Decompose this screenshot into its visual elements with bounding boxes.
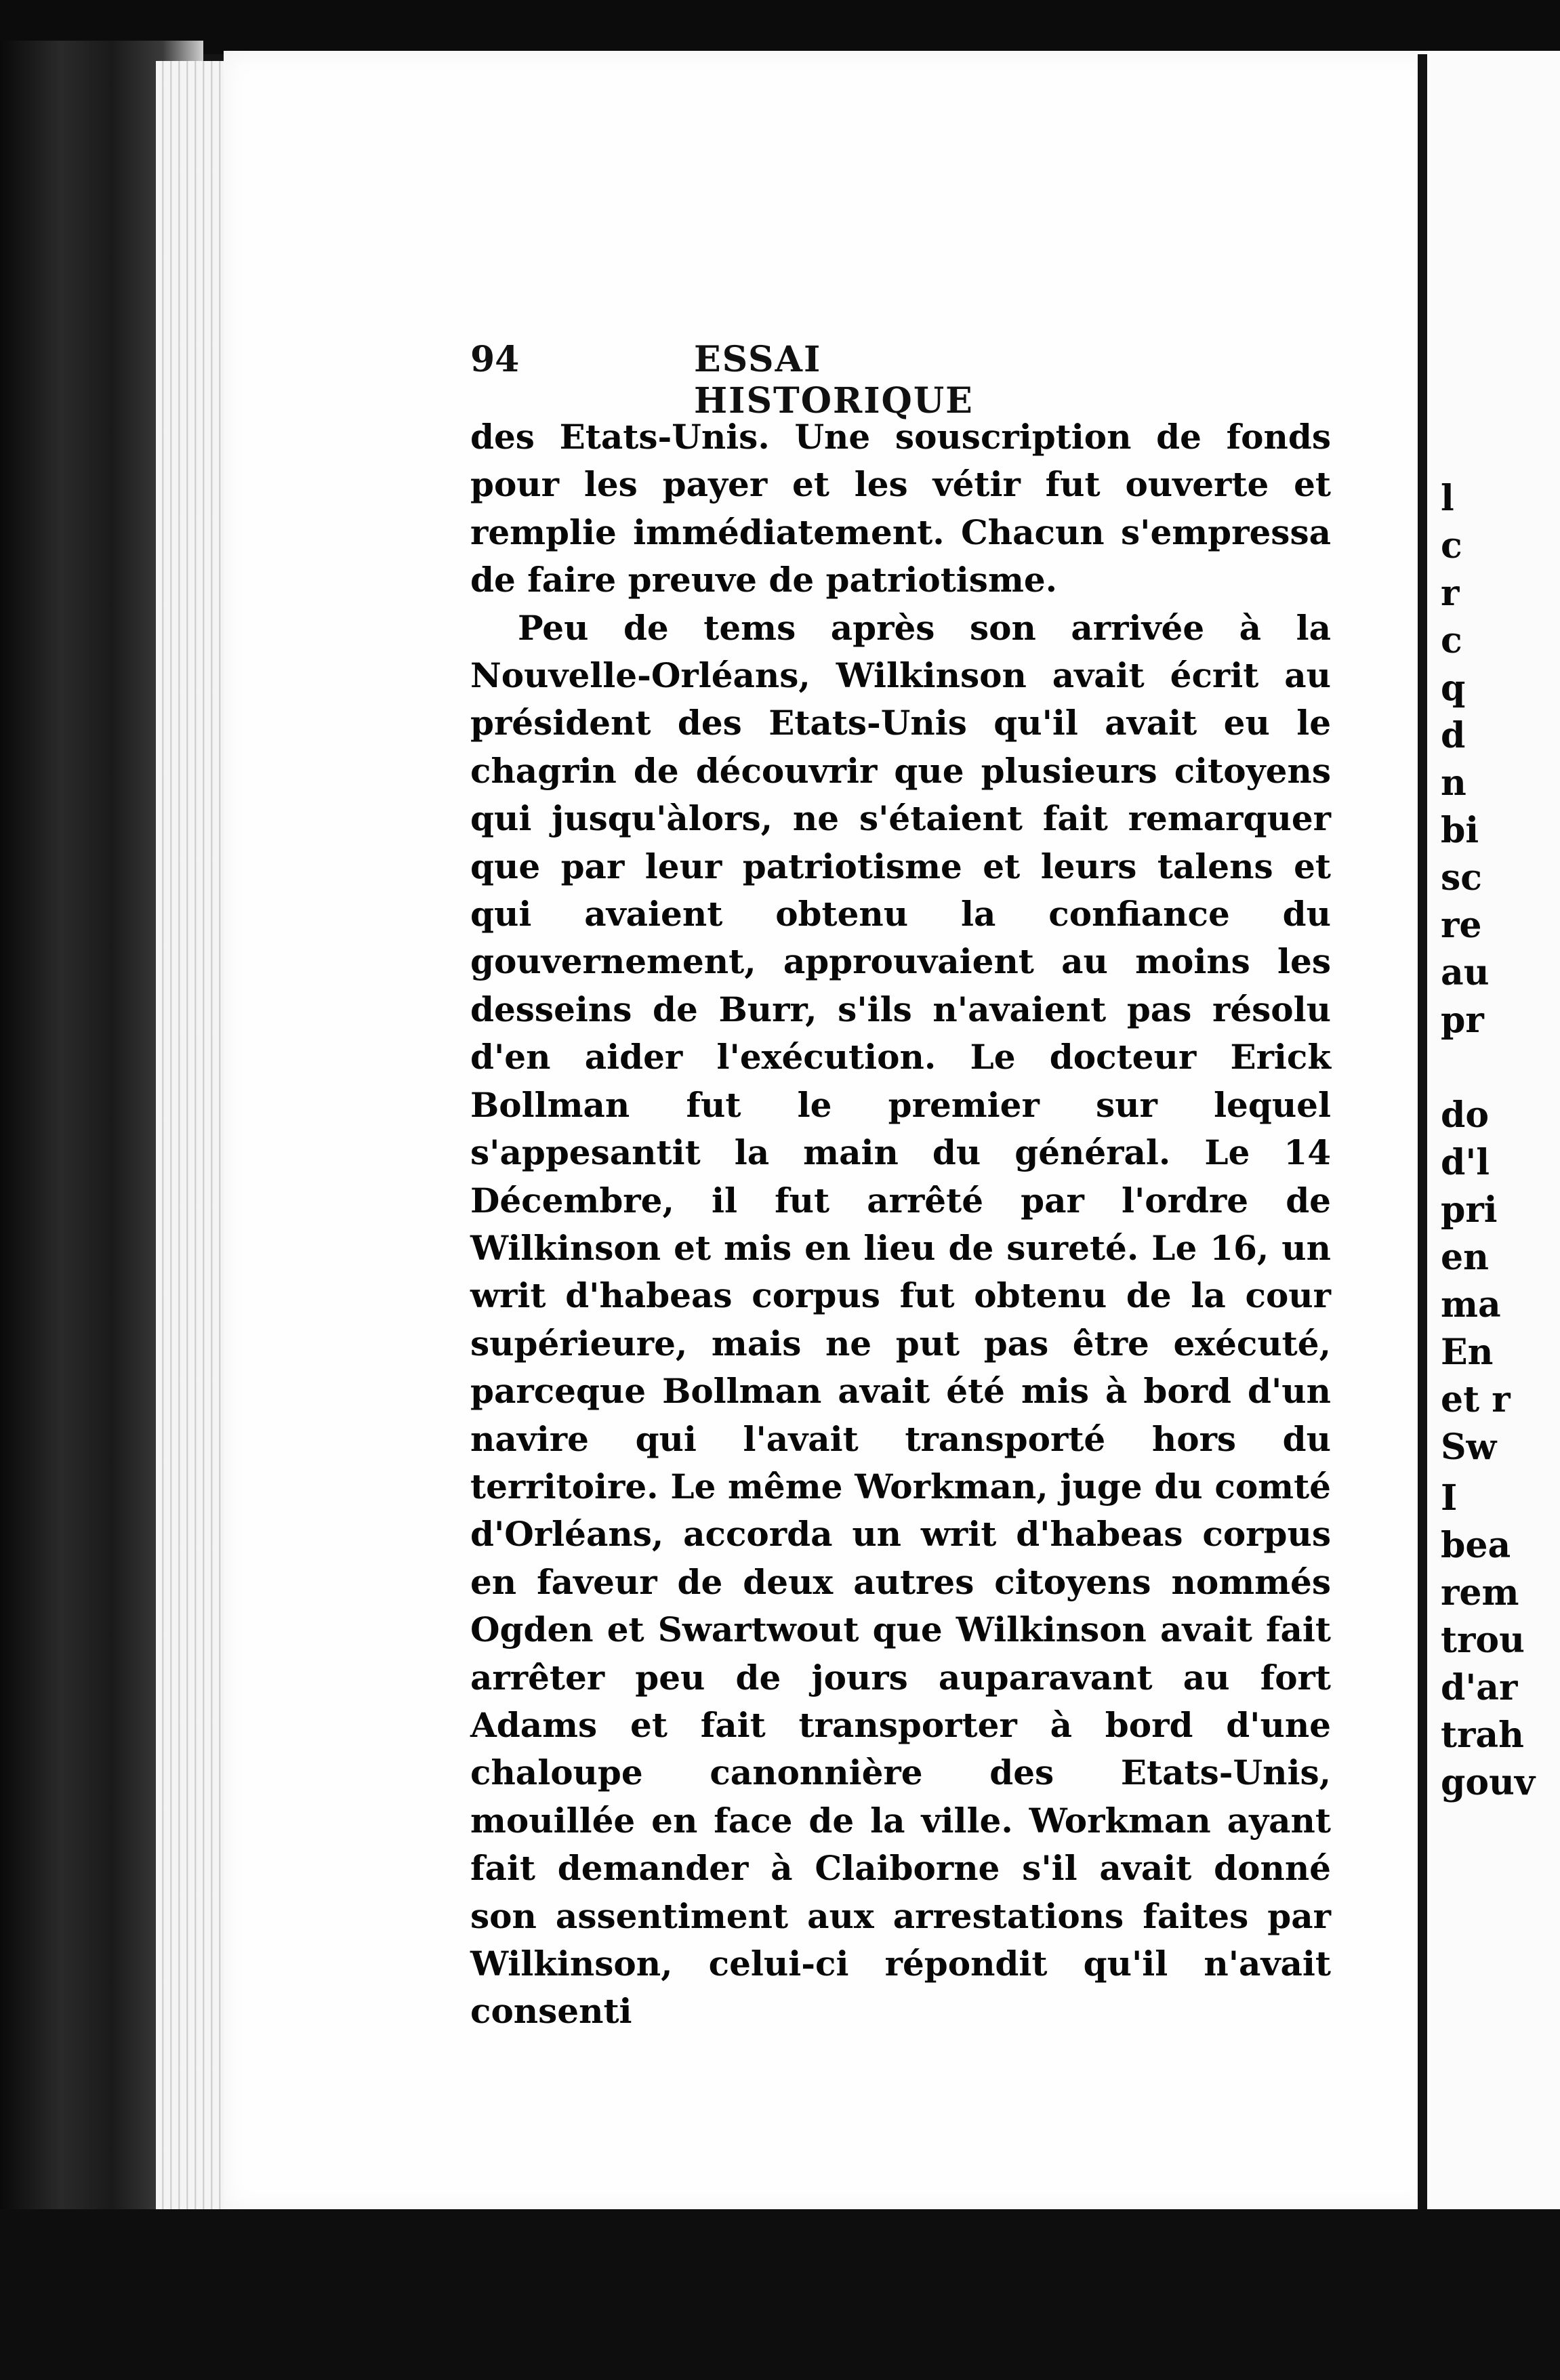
page-number: 94	[470, 339, 520, 380]
facing-page-fragment: l	[1441, 478, 1454, 519]
facing-page-fragment: sc	[1441, 857, 1482, 899]
facing-page-fragment: trah	[1441, 1715, 1524, 1756]
facing-page-fragment: pr	[1441, 1000, 1484, 1041]
facing-page-fragment: pri	[1441, 1189, 1498, 1231]
facing-page-fragment: n	[1441, 762, 1466, 804]
scan-border-top	[0, 0, 1560, 54]
facing-page-fragment: au	[1441, 952, 1490, 993]
facing-page-fragment: d'l	[1441, 1142, 1490, 1183]
facing-page-fragment: do	[1441, 1094, 1490, 1136]
facing-page-fragment: en	[1441, 1237, 1489, 1278]
facing-page-fragment: c	[1441, 525, 1462, 567]
facing-page-fragment: ma	[1441, 1284, 1501, 1326]
paragraph: des Etats-Unis. Une souscription de fonds pour les payer et les vétir fut ouverte et remplie immédiatement. Chacun s'empressa de faire preuve de patriotisme.	[470, 417, 1331, 600]
facing-page-fragment: d	[1441, 715, 1466, 756]
facing-page-fragment: rem	[1441, 1572, 1519, 1614]
book-gutter	[1418, 54, 1427, 2291]
facing-page-fragment: trou	[1441, 1620, 1525, 1661]
facing-page-fragment: bi	[1441, 810, 1479, 851]
scan-border-bottom	[0, 2209, 1560, 2380]
facing-page-fragment: gouv	[1441, 1762, 1536, 1803]
facing-page-fragment: I	[1441, 1477, 1458, 1519]
facing-page-fragment: c	[1441, 620, 1462, 661]
facing-page	[1427, 51, 1560, 2226]
facing-page-fragment: r	[1441, 573, 1460, 614]
facing-page-fragment: Sw	[1441, 1427, 1497, 1468]
page-header	[470, 339, 1067, 422]
paragraph: Peu de tems après son arrivée à la Nouvelle-Orléans, Wilkinson avait écrit au président des Etats-Unis qu'il avait eu le chagrin de découvrir que plusieurs citoyens qui jusqu'àlors, ne s'étaient fait remarquer que par leur patriotisme et leurs talens et qui avaient obtenu la confiance du gouvernement, approuvaient au moins les desseins de Burr, s'ils n'avaient pas résolu d'en aider l'exécution. Le docteur Erick Bollman fut le premier sur lequel s'appesantit la main du général. Le 14 Décembre, il fut arrêté par l'ordre de Wilkinson et mis en lieu de sureté. Le 16, un writ d'habeas corpus fut obtenu de la cour supérieure, mais ne put pas être exécuté, parceque Bollman avait été mis à bord d'un navire qui l'avait transporté hors du territoire. Le même Workman, juge du comté d'Orléans, accorda un writ d'habeas corpus en faveur de deux autres citoyens nommés Ogden et Swartwout que Wilkinson avait fait arrêter peu de jours auparavant au fort Adams et fait transporter à bord d'une chaloupe canonnière des Etats-Unis, mouillée en face de la ville. Workman ayant fait demander à Claiborne s'il avait donné son assentiment aux arrestations faites par Wilkinson, celui-ci répondit qu'il n'avait consenti	[470, 607, 1331, 2032]
facing-page-fragment: En	[1441, 1332, 1494, 1373]
running-title: ESSAI HISTORIQUE	[694, 339, 974, 422]
facing-page-fragment: et r	[1441, 1379, 1511, 1420]
facing-page-fragment: q	[1441, 668, 1466, 709]
facing-page-fragment: bea	[1441, 1525, 1511, 1566]
facing-page-fragment: re	[1441, 905, 1482, 946]
page-body	[470, 413, 1331, 2036]
facing-page-fragment: d'ar	[1441, 1667, 1518, 1708]
